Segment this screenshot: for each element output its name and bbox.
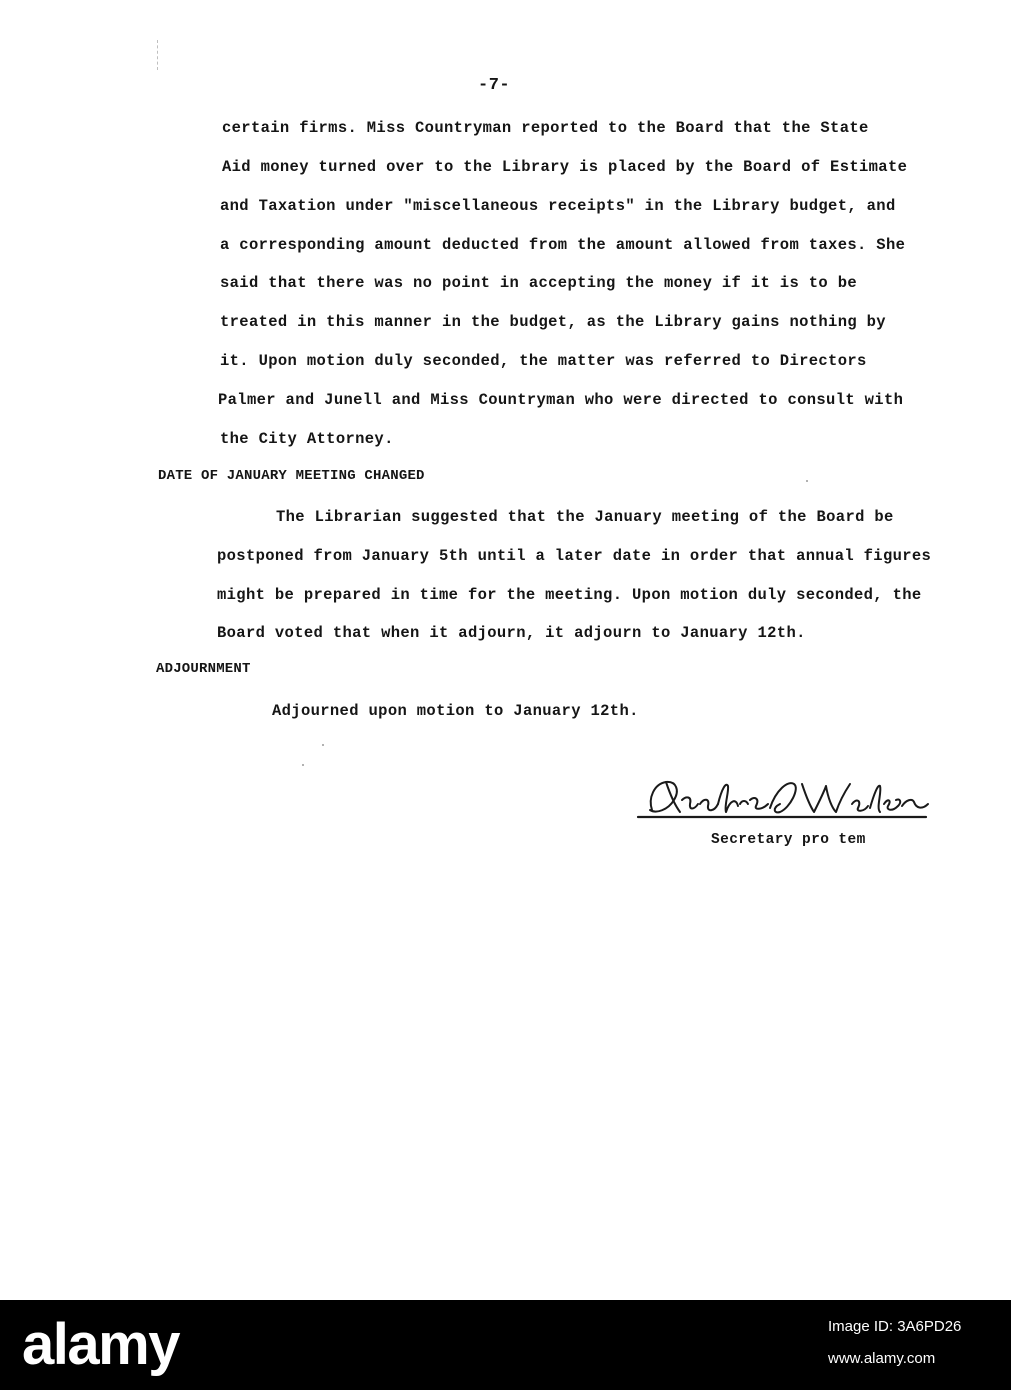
text-line: might be prepared in time for the meeting. Upon motion duly seconded, the <box>217 586 922 604</box>
text-line: said that there was no point in accepting the money if it is to be <box>220 274 857 292</box>
text-line: and Taxation under "miscellaneous receipts" in the Library budget, and <box>220 197 896 215</box>
paper-speck <box>302 764 304 766</box>
text-line: treated in this manner in the budget, as the Library gains nothing by <box>220 313 886 331</box>
text-line: certain firms. Miss Countryman reported to the Board that the State <box>222 119 869 137</box>
text-line: postponed from January 5th until a later date in order that annual figures <box>217 547 932 565</box>
text-line: Board voted that when it adjourn, it adjourn to January 12th. <box>217 624 806 642</box>
text-line: the City Attorney. <box>220 430 394 448</box>
section-heading-adjournment: ADJOURNMENT <box>156 661 251 677</box>
paper-speck <box>322 744 324 746</box>
image-id: Image ID: 3A6PD26 <box>828 1318 962 1335</box>
text-line: a corresponding amount deducted from the amount allowed from taxes. She <box>220 236 906 254</box>
watermark-footer <box>0 1300 1011 1390</box>
margin-mark <box>157 40 159 70</box>
text-line: it. Upon motion duly seconded, the matter was referred to Directors <box>220 352 867 370</box>
adjournment-text: Adjourned upon motion to January 12th. <box>272 702 639 720</box>
paper-speck <box>806 480 808 482</box>
page-number: -7- <box>478 76 511 95</box>
text-line: Aid money turned over to the Library is placed by the Board of Estimate <box>222 158 908 176</box>
text-line: The Librarian suggested that the January meeting of the Board be <box>276 508 894 526</box>
footer-url: www.alamy.com <box>828 1350 936 1367</box>
signature <box>630 770 935 830</box>
signature-title: Secretary pro tem <box>711 832 866 848</box>
section-heading-january-meeting: DATE OF JANUARY MEETING CHANGED <box>158 468 425 484</box>
alamy-logo: alamy <box>22 1312 179 1377</box>
text-line: Palmer and Junell and Miss Countryman who were directed to consult with <box>218 391 904 409</box>
handwritten-signature <box>630 770 935 830</box>
